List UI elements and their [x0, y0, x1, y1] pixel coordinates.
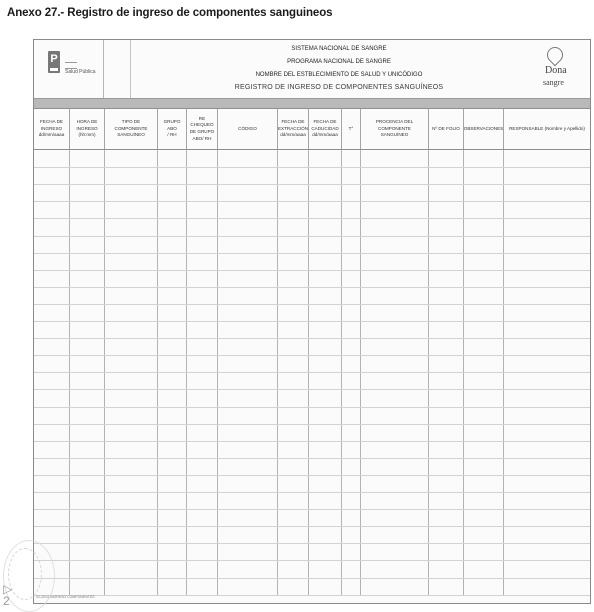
- col-codigo-header-line: CÓDIGO: [238, 125, 257, 131]
- header-line-system: SISTEMA NACIONAL DE SANGRE: [291, 46, 387, 52]
- column-header-border: [34, 149, 590, 150]
- table-row-line: [34, 526, 590, 527]
- table-row-line: [34, 287, 590, 288]
- col-tipo-componente-header-line: TIPO DE COMPONENTE: [114, 118, 148, 131]
- col-fecha-extraccion-header-line: EXTRACCIÓN: [277, 125, 309, 131]
- col-hora-ingreso-header-line: (hh:mm): [78, 132, 96, 138]
- annex-title: Anexo 27.- Registro de ingreso de componentes sanguineos: [7, 7, 333, 19]
- col-fecha-ingreso-header: [34, 109, 70, 149]
- col-grupo-abo-header-line: GRUPO ABO: [163, 118, 181, 131]
- col-rechequeo-grupo-header-line: DE GRUPO: [189, 129, 215, 134]
- dona-logo-text: Dona: [545, 65, 567, 76]
- col-hora-ingreso-header-text: [76, 119, 97, 139]
- col-fecha-ingreso-header-text: [39, 119, 65, 139]
- col-hora-ingreso-header-line: INGRESO: [76, 125, 98, 131]
- col-grupo-abo-header: [158, 109, 187, 149]
- col-observaciones-header-text: [464, 126, 503, 133]
- col-fecha-extraccion-header-text: [278, 119, 308, 139]
- col-codigo-header: [218, 109, 278, 149]
- ministry-logo-lines: [65, 62, 77, 69]
- ministry-logo-text: Salud Pública: [65, 69, 96, 75]
- col-fecha-caducidad-header-line: CADUCIDAD: [311, 125, 339, 131]
- registration-form-sheet: [33, 39, 591, 604]
- table-row-line: [34, 372, 590, 373]
- col-codigo-header-text: [238, 126, 257, 133]
- col-numero-folio-header-line: Nº DE FOLIO: [432, 125, 460, 131]
- col-observaciones-header: [464, 109, 504, 149]
- sangre-logo-text: sangre: [543, 78, 564, 87]
- table-row-line: [34, 560, 590, 561]
- col-procedencia-header-text: [362, 119, 427, 139]
- col-tipo-componente-header-line: SANGUÍNEO: [117, 132, 145, 138]
- col-procedencia-header-line: PROCENCIA DEL COMPONENTE: [375, 118, 414, 131]
- table-row-line: [34, 595, 590, 596]
- col-fecha-ingreso-header-line: INGRESO: [40, 125, 63, 131]
- table-row-line: [34, 167, 590, 168]
- col-rechequeo-grupo-header: [187, 109, 218, 149]
- col-responsable-header: [504, 109, 590, 149]
- col-fecha-caducidad-header-line: dd/mm/aaaa: [312, 132, 338, 138]
- ministry-logo: [48, 51, 126, 85]
- table-row-line: [34, 424, 590, 425]
- col-temperatura-header: [342, 109, 361, 149]
- table-row-line: [34, 578, 590, 579]
- table-row-line: [34, 236, 590, 237]
- col-fecha-ingreso-header-line: dd/mm/aaaa: [38, 132, 65, 138]
- table-row-line: [34, 509, 590, 510]
- col-tipo-componente-header: [105, 109, 158, 149]
- form-header: [34, 40, 590, 99]
- col-fecha-caducidad-header-text: [311, 119, 338, 139]
- table-row-line: [34, 441, 590, 442]
- col-fecha-caducidad-header-line: FECHA DE: [313, 118, 337, 124]
- col-numero-folio-header: [429, 109, 464, 149]
- col-observaciones-header-line: OBSERVACIONES: [463, 125, 504, 131]
- table-row-line: [34, 253, 590, 254]
- col-hora-ingreso-header-line: HORA DE: [76, 118, 98, 124]
- blood-drop-icon: [544, 44, 567, 67]
- table-row-line: [34, 458, 590, 459]
- col-grupo-abo-header-text: [159, 119, 185, 139]
- header-line-establishment: NOMBRE DEL ESTBLECIMIENTO DE SALUD Y UNICÓDIGO: [255, 72, 423, 78]
- header-line-register-title: REGISTRO DE INGRESO DE COMPONENTES SANGUÍNEOS: [234, 84, 444, 91]
- col-fecha-extraccion-header-line: FECHA DE: [281, 118, 305, 124]
- col-rechequeo-grupo-header-line: ABO/ RH: [192, 135, 212, 141]
- col-numero-folio-header-text: [432, 126, 460, 133]
- col-rechequeo-grupo-header-text: [188, 116, 216, 143]
- table-row-line: [34, 270, 590, 271]
- header-line-program: PROGRAMA NACIONAL DE SANGRE: [287, 59, 391, 65]
- table-row-line: [34, 218, 590, 219]
- col-fecha-extraccion-header: [278, 109, 309, 149]
- table-row-line: [34, 184, 590, 185]
- table-row-line: [34, 492, 590, 493]
- col-fecha-extraccion-header-line: dd/mm/aaaa: [280, 132, 306, 138]
- col-tipo-componente-header-text: [106, 119, 156, 139]
- dona-sangre-logo: [537, 47, 579, 93]
- col-grupo-abo-header-line: / RH: [167, 132, 177, 138]
- table-row-line: [34, 475, 590, 476]
- col-temperatura-header-line: T°: [348, 125, 354, 131]
- col-procedencia-header: [361, 109, 429, 149]
- col-hora-ingreso-header: [70, 109, 105, 149]
- table-row-line: [34, 389, 590, 390]
- col-procedencia-header-line: SANGUÍNEO: [380, 132, 409, 138]
- faded-stamp-ring: [8, 548, 42, 600]
- col-fecha-caducidad-header: [309, 109, 342, 149]
- table-row-line: [34, 321, 590, 322]
- table-row-line: [34, 407, 590, 408]
- col-fecha-ingreso-header-line: FECHA DE: [40, 118, 63, 124]
- table-row-line: [34, 543, 590, 544]
- ministry-p-icon: P: [48, 51, 60, 73]
- col-rechequeo-grupo-header-line: RE CHEQUEO: [190, 115, 214, 128]
- col-responsable-header-text: [509, 126, 585, 133]
- header-separator-band: [34, 99, 590, 109]
- table-row-line: [34, 355, 590, 356]
- form-footer-code: 02-2014-INGRESO COMPONENTES: [36, 595, 95, 599]
- table-row-line: [34, 201, 590, 202]
- table-row-line: [34, 338, 590, 339]
- col-responsable-header-line: RESPONSABLE (Nombre y Apellido): [509, 125, 585, 131]
- table-row-line: [34, 304, 590, 305]
- col-temperatura-header-text: [349, 126, 354, 133]
- header-divider: [130, 40, 131, 98]
- header-divider: [103, 40, 104, 98]
- stamp-glyph: ▷ 2: [3, 582, 13, 608]
